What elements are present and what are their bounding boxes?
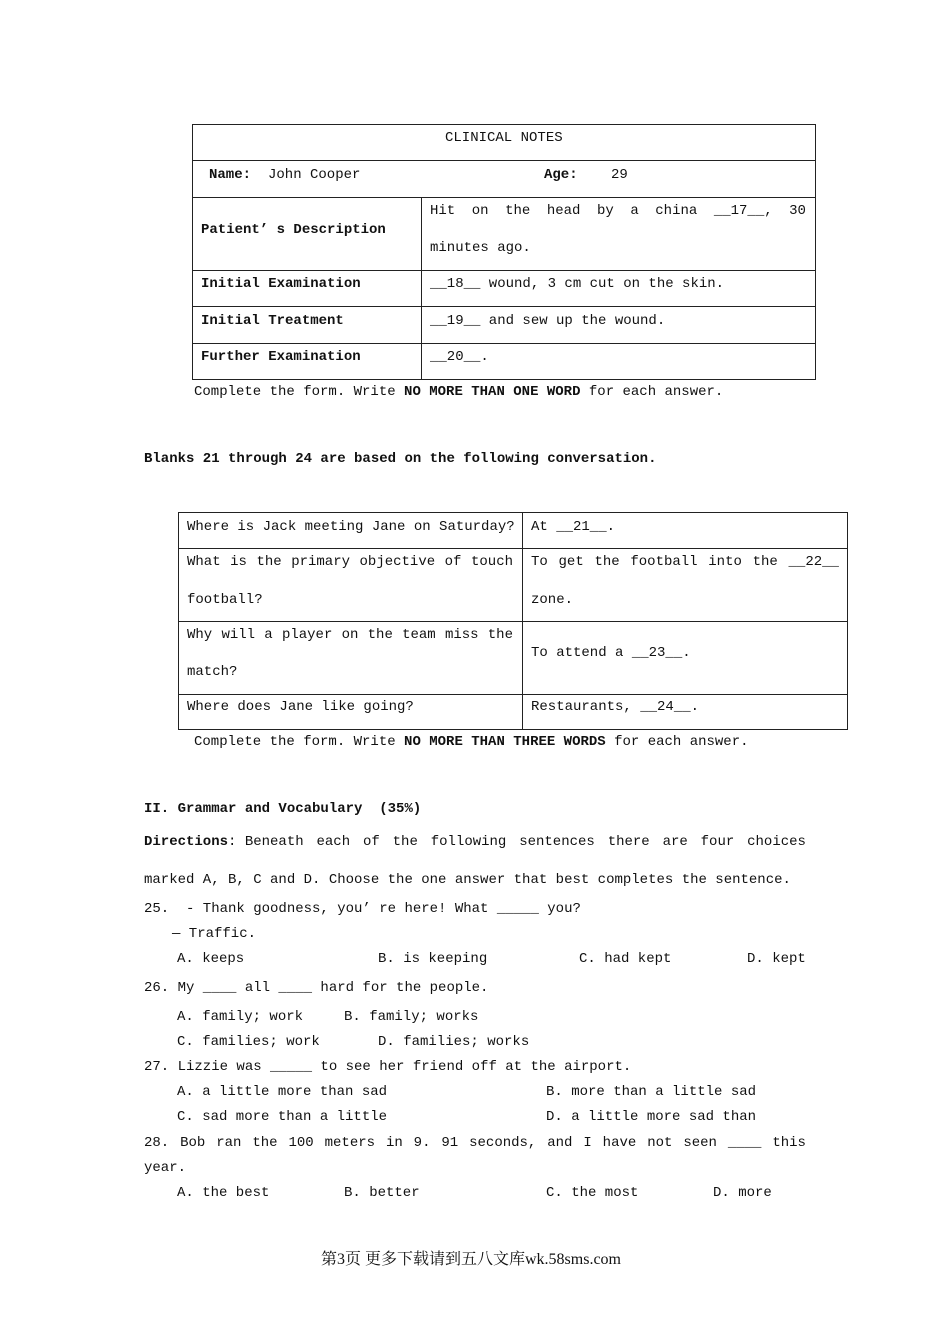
row-value: __20__. (430, 349, 489, 365)
question-28-cont: year. (144, 1160, 187, 1176)
option: C. sad more than a little (177, 1109, 388, 1125)
option: B. family; works (344, 1009, 479, 1025)
question-25: 25. - Thank goodness, you’ re here! What _____ you? (144, 901, 581, 917)
answer-cell: To attend a __23__. (531, 645, 691, 661)
question-cell: Where does Jane like going? (187, 699, 414, 715)
directions-cont: marked A, B, C and D. Choose the one answer that best completes the sentence. (144, 872, 791, 888)
option: D. a little more sad than (546, 1109, 757, 1125)
row-value: Hit on the head by a china __17__, 30 (430, 203, 806, 219)
option: C. had kept (579, 951, 672, 967)
answer-cell: To get the football into the __22__ (531, 554, 839, 570)
row-value-cont: minutes ago. (430, 240, 531, 256)
answer-cell: Restaurants, __24__. (531, 699, 700, 715)
option: C. the most (546, 1185, 639, 1201)
row-label: Patient’ s Description (201, 222, 386, 238)
row-value: __19__ and sew up the wound. (430, 313, 666, 329)
name-label: Name: (209, 167, 252, 183)
option: C. families; work (177, 1034, 320, 1050)
option: A. a little more than sad (177, 1084, 388, 1100)
row-value: __18__ wound, 3 cm cut on the skin. (430, 276, 725, 292)
row-label: Initial Treatment (201, 313, 344, 329)
table-title: CLINICAL NOTES (445, 130, 563, 146)
age-value: 29 (611, 167, 628, 183)
question-25-reply: — Traffic. (172, 926, 257, 942)
name-value: John Cooper (268, 167, 361, 183)
option: A. family; work (177, 1009, 304, 1025)
question-cell: Where is Jack meeting Jane on Saturday? (187, 519, 515, 535)
option: D. kept (747, 951, 806, 967)
page-footer: 第3页 更多下载请到五八文库wk.58sms.com (321, 1251, 622, 1268)
age-label: Age: (544, 167, 578, 183)
row-label: Further Examination (201, 349, 361, 365)
answer-cell-cont: zone. (531, 592, 574, 608)
option: D. more (713, 1185, 772, 1201)
directions: Directions: Beneath each of the following sentences there are four choices (144, 834, 806, 850)
form-instruction: Complete the form. Write NO MORE THAN THREE WORDS for each answer. (194, 734, 749, 750)
option: B. more than a little sad (546, 1084, 757, 1100)
row-label: Initial Examination (201, 276, 361, 292)
option: B. is keeping (378, 951, 488, 967)
conversation-heading: Blanks 21 through 24 are based on the following conversation. (144, 451, 657, 467)
answer-cell: At __21__. (531, 519, 616, 535)
question-cell-cont: football? (187, 592, 263, 608)
option: A. keeps (177, 951, 245, 967)
form-instruction: Complete the form. Write NO MORE THAN ONE WORD for each answer. (194, 384, 724, 400)
question-28: 28. Bob ran the 100 meters in 9. 91 seconds, and I have not seen ____ this (144, 1135, 806, 1151)
question-cell: Why will a player on the team miss the (187, 627, 513, 643)
option: D. families; works (378, 1034, 530, 1050)
question-cell-cont: match? (187, 664, 238, 680)
option: A. the best (177, 1185, 270, 1201)
section-heading: II. Grammar and Vocabulary (35%) (144, 801, 422, 817)
question-27: 27. Lizzie was _____ to see her friend off at the airport. (144, 1059, 632, 1075)
option: B. better (344, 1185, 420, 1201)
question-26: 26. My ____ all ____ hard for the people. (144, 980, 489, 996)
question-cell: What is the primary objective of touch (187, 554, 513, 570)
